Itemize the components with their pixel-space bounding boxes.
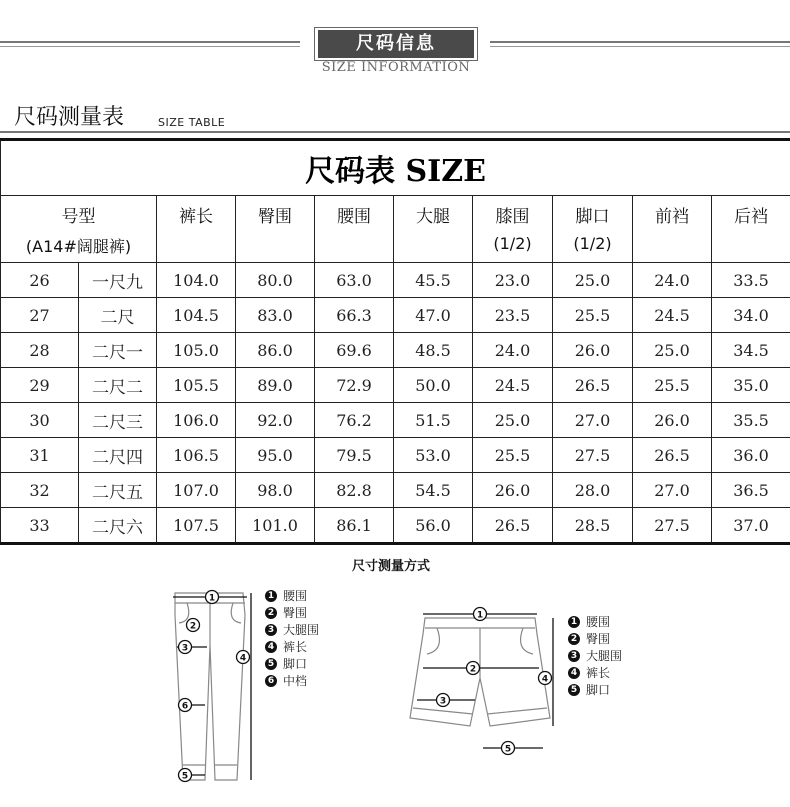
header-subtitle: SIZE INFORMATION [321,60,471,75]
table-row [1,368,790,403]
cell-value: 34.5 [712,333,790,368]
legend-item [265,587,319,604]
cell-value: 35.0 [712,368,790,403]
cell-value: 37.0 [712,508,790,544]
cell-value: 50.0 [394,368,473,403]
cell-size: 28 [1,333,79,368]
cell-size-cn: 二尺一 [79,333,157,368]
column-header [633,196,712,263]
cell-value: 27.0 [633,473,712,508]
column-header [712,196,790,263]
legend-number: 5 [568,684,580,696]
cell-size: 27 [1,298,79,333]
cell-value: 27.0 [553,403,633,438]
column-header [236,196,315,263]
diagram-marker-number: 6 [181,701,189,712]
cell-size-cn: 二尺 [79,298,157,333]
cell-value: 105.5 [157,368,236,403]
header-line-right-thin [490,46,790,47]
cell-value: 80.0 [236,263,315,298]
cell-size-cn: 二尺六 [79,508,157,544]
table-row [1,263,790,298]
cell-value: 25.5 [553,298,633,333]
cell-value: 36.0 [712,438,790,473]
legend-number: 6 [265,675,277,687]
diagram-marker-number: 5 [504,744,512,755]
cell-value: 25.5 [633,368,712,403]
cell-size: 31 [1,438,79,473]
legend-label: 脚口 [283,657,308,671]
legend-item [265,672,319,689]
pants-pocket-right [231,603,241,623]
cell-value: 26.5 [473,508,553,544]
cell-value: 72.9 [315,368,394,403]
column-header-label: 膝围 [495,207,530,227]
legend-label: 大腿围 [586,649,623,663]
header-line-left-thin [0,46,300,47]
cell-value: 27.5 [633,508,712,544]
cell-value: 27.5 [553,438,633,473]
column-header [394,196,473,263]
column-header-sublabel: (1/2) [573,234,612,253]
cell-value: 98.0 [236,473,315,508]
table-row [1,508,790,544]
header-line-left [0,41,300,43]
cell-value: 33.5 [712,263,790,298]
size-table [0,138,790,545]
diagram-marker-number: 3 [439,696,447,707]
column-header-label: 大腿 [416,207,450,227]
cell-value: 66.3 [315,298,394,333]
cell-size-cn: 一尺九 [79,263,157,298]
legend-label: 中档 [283,674,308,688]
shorts-hem-cuff [413,708,547,714]
cell-value: 25.5 [473,438,553,473]
cell-value: 34.0 [712,298,790,333]
cell-value: 104.0 [157,263,236,298]
cell-value: 26.5 [553,368,633,403]
diagram-marker-number: 1 [208,593,216,604]
cell-value: 48.5 [394,333,473,368]
column-header [473,196,553,263]
cell-value: 105.0 [157,333,236,368]
table-row [1,473,790,508]
cell-value: 76.2 [315,403,394,438]
legend-label: 臀围 [586,632,611,646]
cell-value: 45.5 [394,263,473,298]
table-row [1,403,790,438]
legend-label: 臀围 [283,606,308,620]
header-model-line2: (A14#阔腿裤) [25,237,132,256]
cell-value: 26.0 [473,473,553,508]
cell-value: 23.0 [473,263,553,298]
cell-value: 24.0 [633,263,712,298]
header-model-line1: 号型 [61,207,96,227]
cell-value: 24.5 [473,368,553,403]
legend-label: 脚口 [586,683,611,697]
cell-value: 35.5 [712,403,790,438]
table-title: 尺码表 SIZE [1,140,790,196]
cell-value: 25.0 [473,403,553,438]
cell-value: 86.0 [236,333,315,368]
legend-item [568,630,622,647]
cell-size: 30 [1,403,79,438]
table-row [1,298,790,333]
header-model [1,196,157,263]
legend-label: 大腿围 [283,623,320,637]
column-header [157,196,236,263]
column-header-label: 前裆 [655,207,689,227]
cell-value: 28.0 [553,473,633,508]
pants-legend [265,587,319,689]
cell-size-cn: 二尺二 [79,368,157,403]
cell-value: 92.0 [236,403,315,438]
legend-number: 5 [265,658,277,670]
cell-size: 33 [1,508,79,544]
cell-size: 29 [1,368,79,403]
cell-value: 36.5 [712,473,790,508]
cell-value: 23.5 [473,298,553,333]
legend-item [265,621,319,638]
legend-item [568,613,622,630]
cell-value: 106.5 [157,438,236,473]
cell-value: 79.5 [315,438,394,473]
diagram-marker-number: 5 [181,771,189,782]
cell-value: 24.5 [633,298,712,333]
shorts-diagram [405,598,555,758]
column-header [315,196,394,263]
legend-number: 1 [568,616,580,628]
cell-value: 26.0 [553,333,633,368]
cell-value: 26.0 [633,403,712,438]
cell-value: 25.0 [553,263,633,298]
size-table-divider [0,131,790,133]
column-header [553,196,633,263]
column-header-label: 臀围 [258,207,292,227]
cell-value: 104.5 [157,298,236,333]
pants-diagram [165,585,255,785]
legend-number: 4 [265,641,277,653]
table-row [1,333,790,368]
column-header-label: 脚口 [575,207,610,227]
diagram-marker-number: 2 [189,621,197,632]
legend-label: 腰围 [283,589,308,603]
header-banner [0,0,790,80]
diagram-marker-number: 4 [541,674,549,685]
pants-pocket-left [179,603,189,623]
legend-number: 3 [265,624,277,636]
cell-value: 107.5 [157,508,236,544]
size-table-title: 尺码测量表 [14,105,125,130]
cell-value: 69.6 [315,333,394,368]
legend-label: 裤长 [283,640,308,654]
cell-value: 26.5 [633,438,712,473]
column-header-label: 裤长 [179,207,213,227]
cell-size: 32 [1,473,79,508]
cell-value: 28.5 [553,508,633,544]
cell-value: 101.0 [236,508,315,544]
legend-number: 2 [265,607,277,619]
cell-value: 24.0 [473,333,553,368]
cell-value: 47.0 [394,298,473,333]
cell-value: 25.0 [633,333,712,368]
cell-value: 82.8 [315,473,394,508]
header-title: 尺码信息 [318,30,474,58]
diagram-marker-number: 3 [181,643,189,654]
cell-value: 86.1 [315,508,394,544]
column-header-label: 腰围 [337,207,371,227]
legend-number: 2 [568,633,580,645]
shorts-pocket-right [521,628,533,654]
cell-value: 63.0 [315,263,394,298]
cell-value: 54.5 [394,473,473,508]
cell-value: 106.0 [157,403,236,438]
size-table-title-en: SIZE TABLE [158,116,226,129]
shorts-pocket-left [427,628,439,654]
cell-size-cn: 二尺三 [79,403,157,438]
measurement-title: 尺寸测量方式 [352,559,431,574]
cell-size-cn: 二尺四 [79,438,157,473]
diagram-marker-number: 1 [476,610,484,621]
legend-item [265,655,319,672]
legend-item [568,664,622,681]
header-line-right [490,41,790,43]
cell-value: 56.0 [394,508,473,544]
cell-size: 26 [1,263,79,298]
column-header-label: 后裆 [734,207,769,227]
table-row [1,438,790,473]
legend-item [265,638,319,655]
diagram-marker-number: 2 [469,664,477,675]
legend-number: 1 [265,590,277,602]
cell-value: 51.5 [394,403,473,438]
legend-label: 裤长 [586,666,611,680]
legend-item [568,647,622,664]
cell-value: 53.0 [394,438,473,473]
cell-value: 107.0 [157,473,236,508]
legend-item [265,604,319,621]
legend-number: 4 [568,667,580,679]
cell-value: 83.0 [236,298,315,333]
legend-label: 腰围 [586,615,611,629]
column-header-sublabel: (1/2) [493,234,532,253]
cell-value: 95.0 [236,438,315,473]
shorts-legend [568,613,622,698]
diagram-marker-number: 4 [239,653,247,664]
legend-number: 3 [568,650,580,662]
legend-item [568,681,622,698]
cell-size-cn: 二尺五 [79,473,157,508]
cell-value: 89.0 [236,368,315,403]
